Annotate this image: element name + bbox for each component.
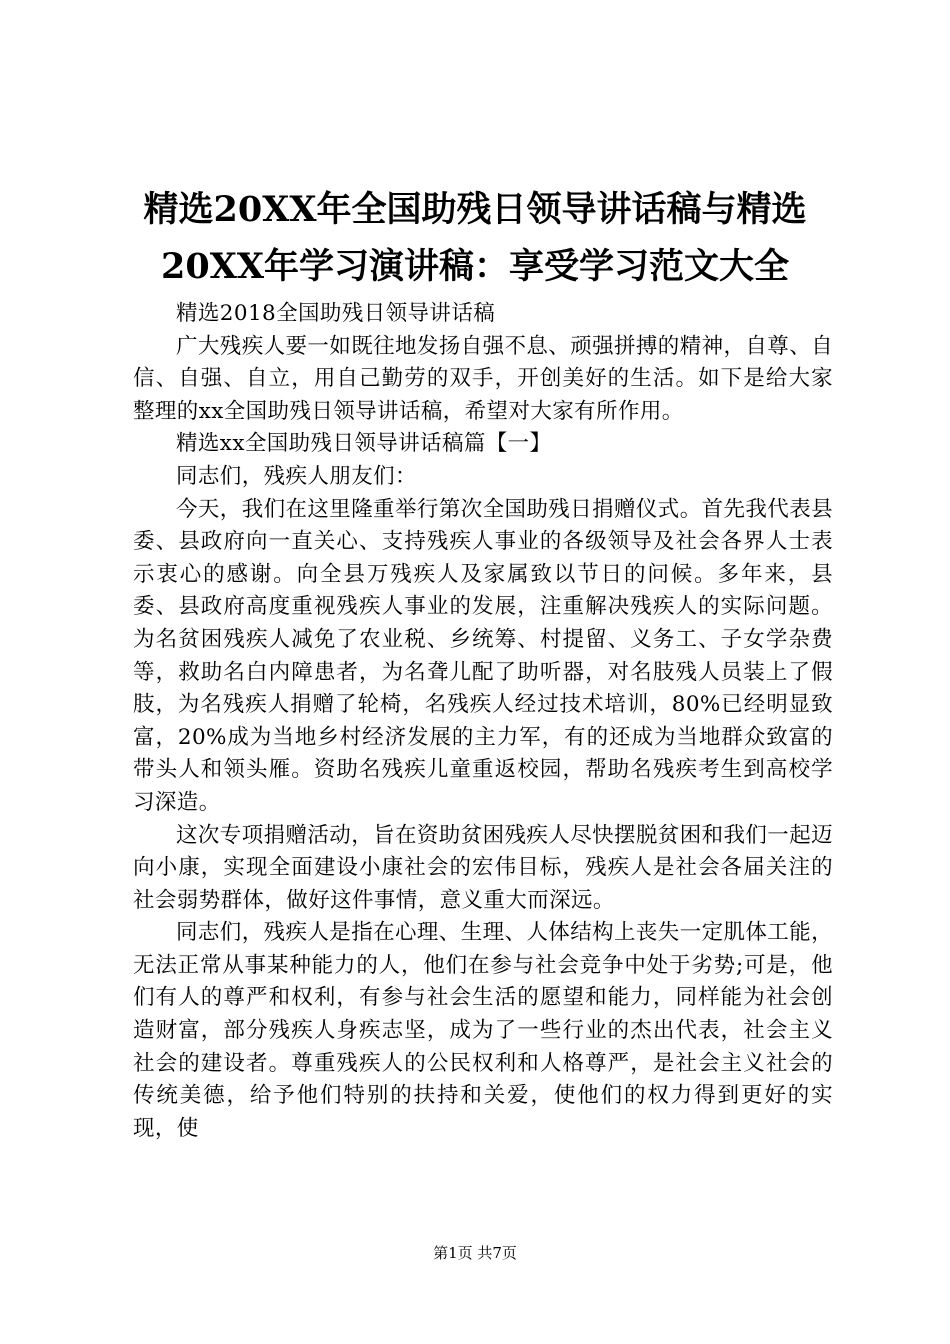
document-title-line-1: 精选20XX年全国助残日领导讲话稿与精选 [143, 189, 807, 230]
section-heading: 精选2018全国助残日领导讲话稿 [176, 301, 496, 326]
document-title-line-2: 20XX年学习演讲稿：享受学习范文大全 [160, 246, 790, 287]
document-body [133, 298, 833, 1145]
body-paragraph: 同志们，残疾人是指在心理、生理、人体结构上丧失一定肌体工能，无法正常从事某种能力的人，他们在参与社会竞争中处于劣势;可是，他们有人的尊严和权利，有参与社会生活的愿望和能力，同样能为社会创造财富，部分残疾人身疾志坚，成为了一些行业的杰出代表，社会主义社会的建设者。尊重残疾人的公民权利和人格尊严，是社会主义社会的传统美德，给予他们特别的扶持和关爱，使他们的权力得到更好的实现，使 [133, 920, 834, 1141]
page-number-footer: 第1页 共7页 [433, 1244, 517, 1262]
salutation: 同志们，残疾人朋友们： [176, 463, 417, 489]
body-paragraph: 今天，我们在这里隆重举行第次全国助残日捐赠仪式。首先我代表县委、县政府向一直关心、支持残疾人事业的各级领导及社会各界人士表示衷心的感谢。向全县万残疾人及家属致以节日的问候。多年来，县委、县政府高度重视残疾人事业的发展，注重解决残疾人的实际问题。为名贫困残疾人减免了农业税、乡统筹、村提留、义务工、子女学杂费等，救助名白内障患者，为名聋儿配了助听器，对名肢残人员装上了假肢，为名残疾人捐赠了轮椅，名残疾人经过技术培训，80%已经明显致富，20%成为当地乡村经济发展的主力军，有的还成为当地群众致富的带头人和领头雁。资助名残疾儿童重返校园，帮助名残疾考生到高校学习深造。 [133, 496, 834, 815]
body-paragraph: 这次专项捐赠活动，旨在资助贫困残疾人尽快摆脱贫困和我们一起迈向小康，实现全面建设小康社会的宏伟目标，残疾人是社会各届关注的社会弱势群体，做好这件事情，意义重大而深远。 [133, 822, 834, 913]
speech-heading: 精选xx全国助残日领导讲话稿篇【一】 [176, 431, 552, 457]
intro-paragraph: 广大残疾人要一如既往地发扬自强不息、顽强拼搏的精神，自尊、自信、自强、自立，用自己勤劳的双手，开创美好的生活。如下是给大家整理的xx全国助残日领导讲话稿，希望对大家有所作用。 [133, 333, 834, 424]
